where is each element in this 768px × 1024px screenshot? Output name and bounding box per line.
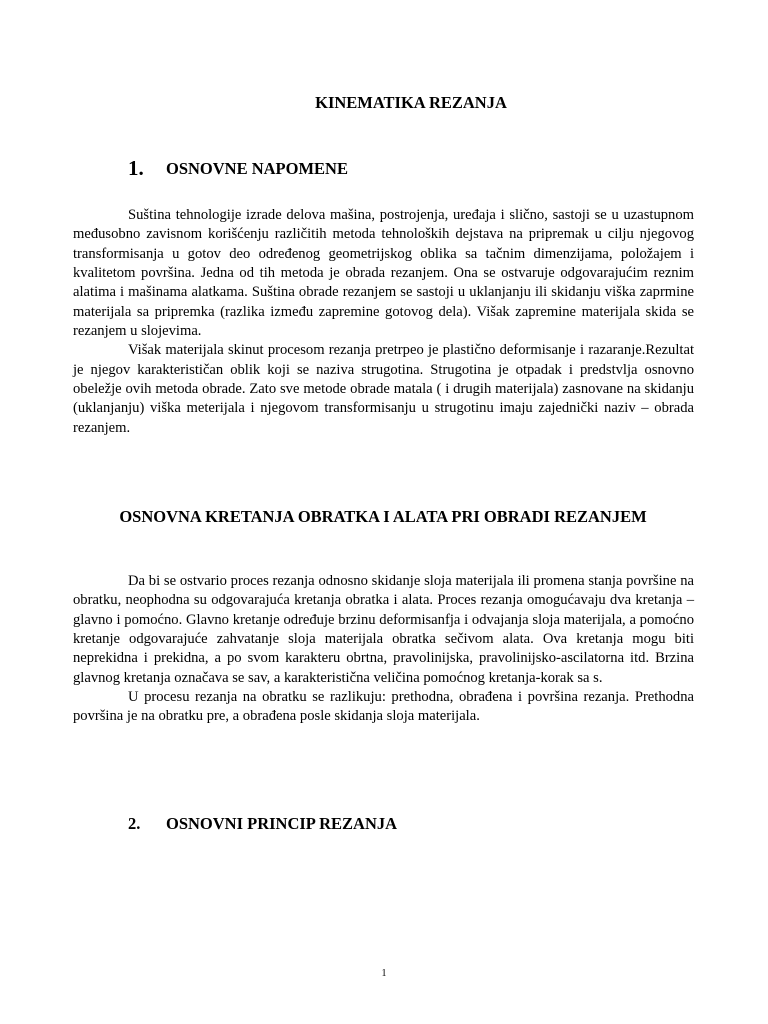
page-number: 1 (381, 968, 387, 979)
paragraph: Suština tehnologije izrade delova mašina, postrojenja, uređaja i slično, sastoji se u uzastupnom međusobno zavisnom korišćenju različitih metoda tehnoloških dejstava na pripremak u cilju njegovog transformisanja u gotov deo određenog geometrijskog oblika sa tačnim dimenzijama, položajem i kvalitetom površina. Jedna od tih metoda je obrada rezanjem. Ona se ostvaruje odgovarajućim reznim alatima i mašinama alatkama. Suština obrade rezanjem se sastoji u uklanjanju ili skidanju viška zaprmine materijala sa pripremka (razlika između zapremine gotovog dela). Višak zapremine materijala skida se rezanjem u slojevima. (73, 207, 694, 340)
kinematics-body (73, 572, 694, 727)
section-1-heading: OSNOVNE NAPOMENE (166, 159, 348, 178)
section-1-number: 1. (128, 156, 144, 180)
section-2-heading: OSNOVNI PRINCIP REZANJA (166, 814, 398, 833)
document-title: KINEMATIKA REZANJA (315, 93, 507, 112)
paragraph: Višak materijala skinut procesom rezanja pretrpeo je plastično deformisanje i razaranje.Rezultat je njegov karakterističan oblik koji se naziva strugotina. Strugotina je otpadak i predstvlja osnovno obeležje ovih metoda obrade. Zato sve metode obrade matala ( i drugih materijala) zasnovane na skidanju (uklanjanju) viška meterijala i njegovom transformisanju u strugotinu imaju zajednički naziv – obrada rezanjem. (73, 342, 694, 436)
section-2-number: 2. (128, 814, 141, 833)
paragraph: U procesu rezanja na obratku se razlikuju: prethodna, obrađena i površina rezanja. Prethodna površina je na obratku pre, a obrađena posle skidanja sloja materijala. (73, 689, 694, 725)
kinematics-heading: OSNOVNA KRETANJA OBRATKA I ALATA PRI OBRADI REZANJEM (119, 507, 647, 526)
section-1-body (73, 206, 694, 438)
paragraph: Da bi se ostvario proces rezanja odnosno skidanje sloja materijala ili promena stanja površine na obratku, neophodna su odgovarajuća kretanja obratka i alata. Proces rezanja omogućavaju dva kretanja – glavno i pomoćno. Glavno kretanje određuje brzinu deformisanfja i odvajanja sloja materijala, a pomoćno kretanje odgovarajuće zahvatanje sloja materijala obratka sečivom alata. Ova kretanja mogu biti neprekidna i prekidna, a po svom karakteru obrtna, pravolinijska, pravolinijsko-ascilatorna itd. Brzina glavnog kretanja označava se sav, a karakteristična veličina pomoćnog kretanja-korak sa s. (73, 573, 694, 686)
